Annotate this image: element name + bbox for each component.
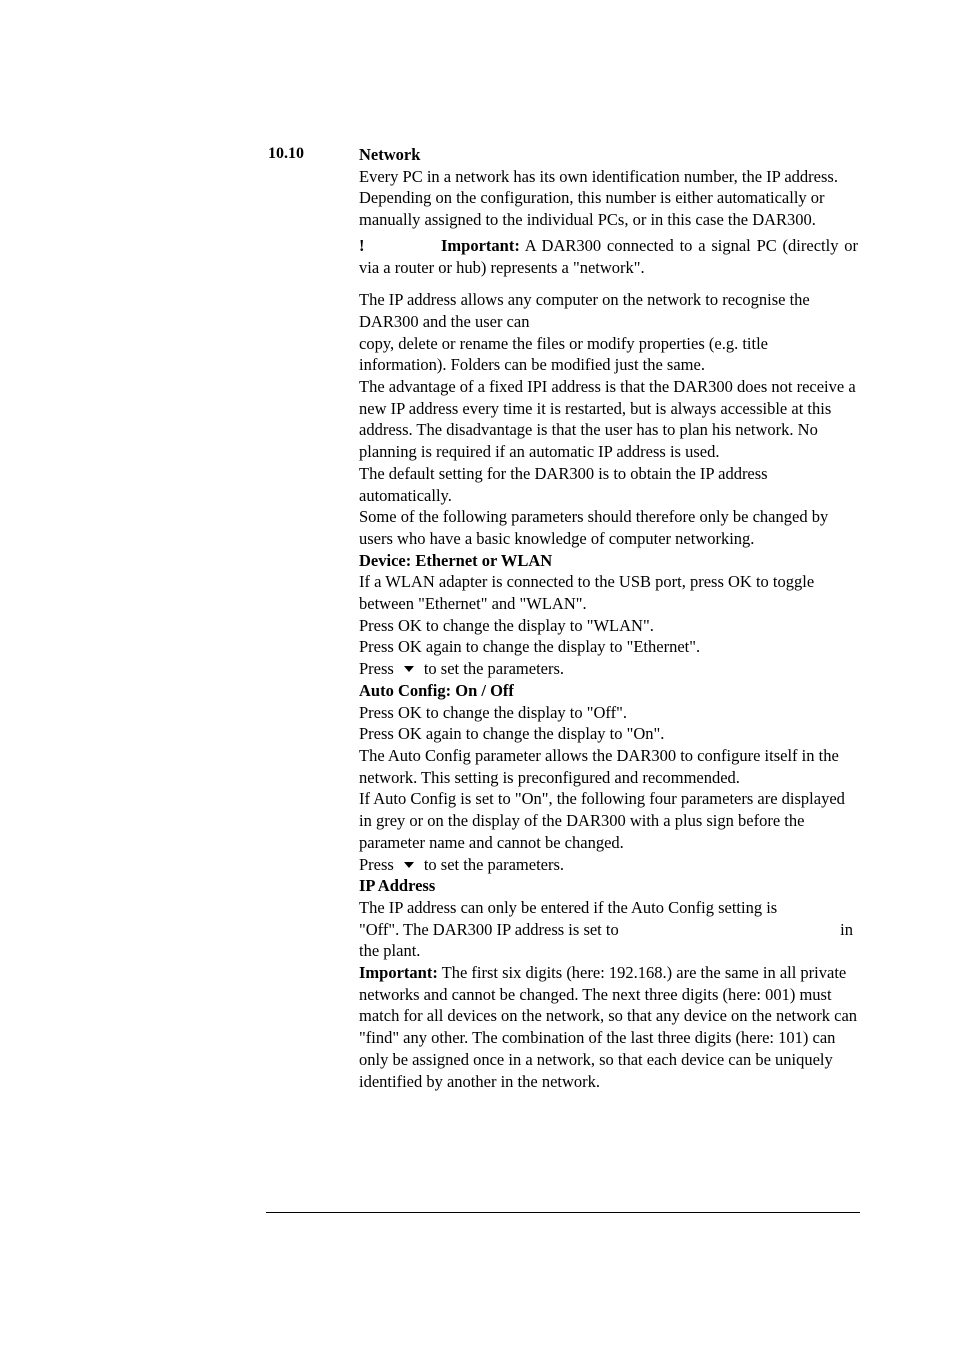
important-mark: ! [359,235,365,255]
important-text: A DAR300 connected to a signal PC (directly or via a router or hub) represents a "network". [359,235,858,277]
ip-address-line-2 [359,919,853,941]
ip-important-text: The first six digits (here: 192.168.) are the same in all private networks and cannot be changed. The next three digits (here: 001) must match for all devices on the network, so that any device on the network can "find" any other. The combination of the last three digits (here: 101) can only be assigned once in a network, so that each device can be uniquely identified by another in the network. [359,963,858,1091]
ip-important-label: Important: [359,963,438,983]
default-setting-paragraph: The default setting for the DAR300 is to obtain the IP address automatically. [359,463,768,505]
auto-config-line-1: Press OK to change the display to "Off". [359,702,627,722]
ip-important-note [359,962,858,1092]
auto-config-line-2: Press OK again to change the display to "On". [359,724,665,744]
ip-address-line-1: The IP address can only be entered if the Auto Config setting is [359,897,778,917]
press-text: Press [359,659,394,679]
down-arrow-icon [404,666,414,672]
important-note [359,235,858,278]
auto-config-line-4: If Auto Config is set to "On", the following four parameters are displayed in grey or on the display of the DAR300 with a plus sign before the parameter name and cannot be changed. [359,789,845,852]
set-parameters-text: to set the parameters. [423,659,565,679]
ip-allows-paragraph: The IP address allows any computer on the network to recognise the DAR300 and the user can [359,290,810,331]
ip-address-line-2-left: "Off". The DAR300 IP address is set to [359,919,619,939]
device-heading: Device: Ethernet or WLAN [359,550,553,570]
advantage-paragraph: The advantage of a fixed IPI address is that the DAR300 does not receive a new IP address every time it is restarted, but is always accessible at this address. The disadvantage is that the user has to plan his network. No planning is required if an automatic IP address is used. [359,377,856,462]
section-content [359,144,858,1092]
ip-address-line-2-right: in [840,919,853,939]
device-line-3: Press OK again to change the display to "Ethernet". [359,637,701,657]
section-title: Network [359,145,421,164]
auto-config-line-3: The Auto Config parameter allows the DAR300 to configure itself in the network. This setting is preconfigured and recommended. [359,745,839,787]
device-line-2: Press OK to change the display to "WLAN". [359,615,654,635]
important-label: Important: [441,235,520,255]
section-number: 10.10 [268,145,304,162]
some-params-paragraph: Some of the following parameters should therefore only be changed by users who have a basic knowledge of computer networking. [359,507,829,548]
auto-config-press-line [359,854,858,876]
device-line-1: If a WLAN adapter is connected to the USB port, press OK to toggle between "Ethernet" and "WLAN". [359,572,815,614]
ip-allows-continued: copy, delete or rename the files or modify properties (e.g. title information). Folders can be modified just the same. [359,333,768,375]
footer-rule [266,1212,860,1213]
device-press-line [359,658,858,680]
ip-address-heading: IP Address [359,876,436,896]
press-text: Press [359,854,394,874]
set-parameters-text: to set the parameters. [423,854,565,874]
intro-paragraph: Every PC in a network has its own identification number, the IP address. Depending on the configuration, this number is either automatically or manually assigned to the individual PCs, or in this case the DAR300. [359,166,838,230]
auto-config-heading: Auto Config: On / Off [359,680,514,700]
down-arrow-icon [404,862,414,868]
ip-address-line-3: the plant. [359,941,421,961]
